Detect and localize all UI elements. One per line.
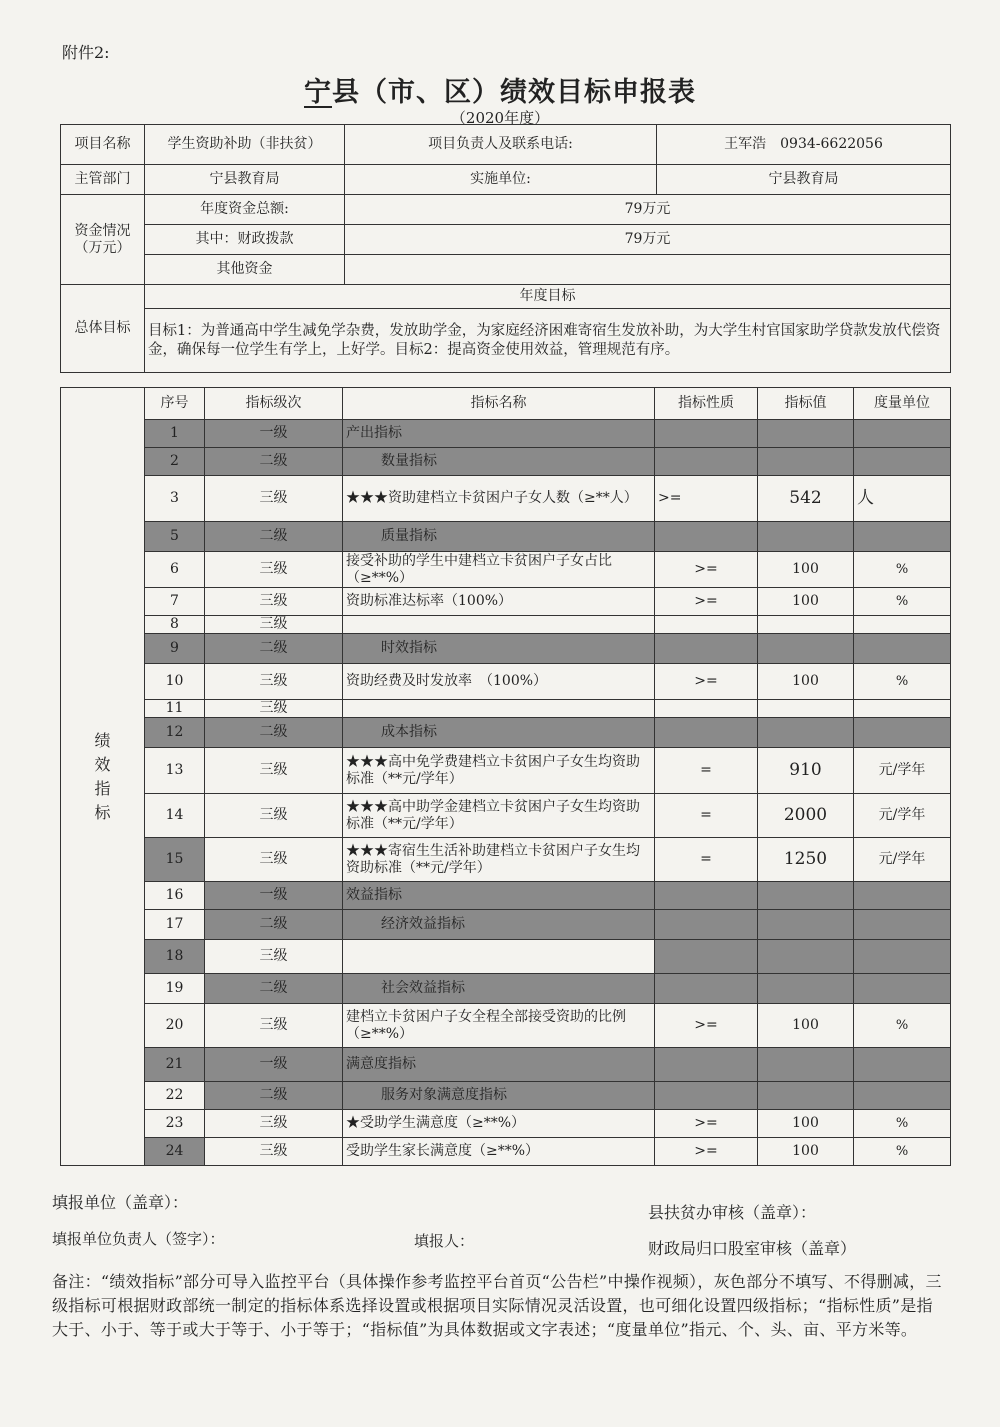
funds-total-label: 年度资金总额:: [145, 195, 345, 225]
indicator-value: [758, 448, 854, 476]
indicator-value: [758, 616, 854, 634]
indicator-level: 三级: [205, 588, 343, 616]
indicator-value: 100: [758, 1110, 854, 1138]
indicator-row: [61, 718, 951, 748]
indicator-unit: [854, 882, 951, 910]
indicator-level: 三级: [205, 616, 343, 634]
indicator-row: [61, 940, 951, 974]
indicator-level: 二级: [205, 910, 343, 940]
indicator-row: [61, 448, 951, 476]
indicator-unit: 元/学年: [854, 748, 951, 794]
indicator-seq: 15: [145, 838, 205, 882]
indicator-level: 三级: [205, 1004, 343, 1048]
indicator-nature: [655, 700, 758, 718]
indicator-row: [61, 1110, 951, 1138]
indicator-name: 社会效益指标: [343, 974, 655, 1004]
indicator-unit: %: [854, 1110, 951, 1138]
indicator-value: [758, 718, 854, 748]
indicator-nature: [655, 974, 758, 1004]
indicator-level: 一级: [205, 882, 343, 910]
indicator-name: 满意度指标: [343, 1048, 655, 1082]
indicator-seq: 23: [145, 1110, 205, 1138]
indicator-name: [343, 940, 655, 974]
indicator-name: 建档立卡贫困户子女全程全部接受资助的比例（≥**%）: [343, 1004, 655, 1048]
indicator-value: 910: [758, 748, 854, 794]
indicator-name: 经济效益指标: [343, 910, 655, 940]
indicator-seq: 10: [145, 664, 205, 700]
indicator-row: [61, 634, 951, 664]
indicator-name: 受助学生家长满意度（≥**%）: [343, 1138, 655, 1166]
goals-label: 总体目标: [61, 285, 145, 373]
indicator-row: [61, 522, 951, 552]
indicator-seq: 12: [145, 718, 205, 748]
indicator-level: 三级: [205, 552, 343, 588]
indicator-row: [61, 552, 951, 588]
indicator-value: [758, 910, 854, 940]
indicator-seq: 16: [145, 882, 205, 910]
indicator-level: 二级: [205, 1082, 343, 1110]
indicator-nature: [655, 522, 758, 552]
indicator-level: 三级: [205, 664, 343, 700]
indicator-seq: 17: [145, 910, 205, 940]
indicator-name: ★★★高中免学费建档立卡贫困户子女生均资助标准（**元/学年）: [343, 748, 655, 794]
indicator-seq: 5: [145, 522, 205, 552]
indicator-nature: >=: [655, 1110, 758, 1138]
indicator-name: 资助经费及时发放率 （100%）: [343, 664, 655, 700]
indicator-unit: 元/学年: [854, 838, 951, 882]
funds-other-value: [345, 255, 951, 285]
indicator-value: [758, 420, 854, 448]
col-name-header: 指标名称: [343, 388, 655, 420]
indicator-row: [61, 420, 951, 448]
indicator-table: [60, 387, 951, 1166]
indicator-row: [61, 616, 951, 634]
project-leader-value: 王军浩 0934-6622056: [657, 125, 951, 165]
indicator-unit: [854, 522, 951, 552]
indicator-nature: =: [655, 838, 758, 882]
impl-unit-label: 实施单位:: [345, 165, 657, 195]
remarks-note: 备注：“绩效指标”部分可导入监控平台（具体操作参考监控平台首页“公告栏”中操作视频），灰色部分不填写、不得删减，三级指标可根据财政部统一制定的指标体系选择设置或根据项目实际情况灵活设置，也可细化设置四级指标；“指标性质”是指大于、小于、等于或大于等于、小于等于；“指标值”为具体数据或文字表述；“度量单位”指元、个、头、亩、平方米等。: [52, 1272, 942, 1339]
funds-total-value: 79万元: [345, 195, 951, 225]
indicator-unit: %: [854, 664, 951, 700]
indicator-row: [61, 910, 951, 940]
indicator-row: [61, 700, 951, 718]
indicator-seq: 7: [145, 588, 205, 616]
indicator-unit: [854, 634, 951, 664]
indicator-unit: [854, 1048, 951, 1082]
indicator-seq: 21: [145, 1048, 205, 1082]
indicator-nature: [655, 882, 758, 910]
indicator-value: 2000: [758, 794, 854, 838]
indicator-seq: 11: [145, 700, 205, 718]
indicator-value: 100: [758, 664, 854, 700]
project-name-value: 学生资助补助（非扶贫）: [145, 125, 345, 165]
indicator-level: 三级: [205, 794, 343, 838]
indicator-name: 时效指标: [343, 634, 655, 664]
indicator-level: 二级: [205, 522, 343, 552]
funds-fiscal-label: 其中：财政拨款: [145, 225, 345, 255]
indicator-value: [758, 1082, 854, 1110]
indicator-nature: >=: [655, 588, 758, 616]
impl-unit-value: 宁县教育局: [657, 165, 951, 195]
page-title: [0, 70, 1000, 109]
indicator-value: 100: [758, 1138, 854, 1166]
indicator-seq: 1: [145, 420, 205, 448]
indicator-nature: [655, 420, 758, 448]
indicator-value: [758, 700, 854, 718]
indicator-row: [61, 588, 951, 616]
indicator-unit: %: [854, 552, 951, 588]
indicator-row: [61, 974, 951, 1004]
indicator-nature: >=: [655, 1004, 758, 1048]
indicator-unit: [854, 940, 951, 974]
indicator-value: 100: [758, 552, 854, 588]
indicator-row: [61, 882, 951, 910]
indicator-seq: 18: [145, 940, 205, 974]
indicator-name: 接受补助的学生中建档立卡贫困户子女占比（≥**%）: [343, 552, 655, 588]
indicator-unit: 元/学年: [854, 794, 951, 838]
indicator-name: 产出指标: [343, 420, 655, 448]
indicator-value: 100: [758, 1004, 854, 1048]
indicator-seq: 20: [145, 1004, 205, 1048]
indicator-level: 三级: [205, 476, 343, 522]
indicator-nature: [655, 634, 758, 664]
indicator-level: 三级: [205, 1138, 343, 1166]
indicator-name: [343, 616, 655, 634]
indicator-value: [758, 882, 854, 910]
indicator-level: 三级: [205, 748, 343, 794]
indicator-row: [61, 748, 951, 794]
indicator-nature: [655, 940, 758, 974]
indicator-level: 二级: [205, 974, 343, 1004]
indicator-seq: 24: [145, 1138, 205, 1166]
indicator-level: 一级: [205, 420, 343, 448]
attachment-label: 附件2:: [62, 43, 110, 62]
indicator-level: 二级: [205, 718, 343, 748]
indicator-value: [758, 634, 854, 664]
report-year: （2020年度）: [450, 109, 550, 127]
indicator-unit: [854, 1082, 951, 1110]
title-county: 宁: [304, 77, 332, 108]
indicator-seq: 3: [145, 476, 205, 522]
indicator-seq: 8: [145, 616, 205, 634]
dept-value: 宁县教育局: [145, 165, 345, 195]
col-value-header: 指标值: [758, 388, 854, 420]
indicator-value: [758, 522, 854, 552]
indicator-level: 三级: [205, 940, 343, 974]
indicator-unit: %: [854, 1138, 951, 1166]
indicator-row: [61, 1004, 951, 1048]
indicator-nature: =: [655, 794, 758, 838]
indicator-nature: [655, 910, 758, 940]
indicator-seq: 2: [145, 448, 205, 476]
indicator-unit: [854, 910, 951, 940]
indicator-name: 资助标准达标率（100%）: [343, 588, 655, 616]
filler-label: 填报人：: [414, 1232, 475, 1250]
col-unit-header: 度量单位: [854, 388, 951, 420]
indicator-nature: >=: [655, 664, 758, 700]
indicator-name: 成本指标: [343, 718, 655, 748]
indicator-name: [343, 700, 655, 718]
indicator-nature: [655, 718, 758, 748]
indicator-seq: 9: [145, 634, 205, 664]
title-rest: 县（市、区）绩效目标申报表: [332, 77, 696, 108]
indicator-level: 三级: [205, 838, 343, 882]
indicator-row: [61, 794, 951, 838]
col-seq-header: 序号: [145, 388, 205, 420]
col-nature-header: 指标性质: [655, 388, 758, 420]
indicator-name: ★★★高中助学金建档立卡贫困户子女生均资助标准（**元/学年）: [343, 794, 655, 838]
indicator-value: 542: [758, 476, 854, 522]
indicator-row: [61, 664, 951, 700]
indicator-nature: =: [655, 748, 758, 794]
indicator-nature: [655, 616, 758, 634]
unit-head-signature: 填报单位负责人（签字）：: [52, 1230, 225, 1248]
indicator-value: [758, 974, 854, 1004]
indicator-name: ★★★资助建档立卡贫困户子女人数（≥**人）: [343, 476, 655, 522]
goals-header: 年度目标: [145, 285, 951, 309]
indicator-unit: [854, 718, 951, 748]
indicator-level: 三级: [205, 700, 343, 718]
finance-review: 财政局归口股室审核（盖章）: [648, 1239, 857, 1258]
indicator-nature: >=: [655, 1138, 758, 1166]
indicator-unit: [854, 616, 951, 634]
indicator-nature: [655, 1048, 758, 1082]
poverty-office-review: 县扶贫办审核（盖章）：: [648, 1203, 817, 1222]
indicator-unit: %: [854, 1004, 951, 1048]
dept-label: 主管部门: [61, 165, 145, 195]
indicator-name: ★★★寄宿生生活补助建档立卡贫困户子女生均资助标准（**元/学年）: [343, 838, 655, 882]
indicator-seq: 6: [145, 552, 205, 588]
indicator-row: [61, 838, 951, 882]
indicator-row: [61, 476, 951, 522]
indicator-value: [758, 940, 854, 974]
indicator-name: 效益指标: [343, 882, 655, 910]
indicator-level: 二级: [205, 634, 343, 664]
indicator-row: [61, 1138, 951, 1166]
indicator-nature: >=: [655, 476, 758, 522]
indicator-name: ★受助学生满意度（≥**%）: [343, 1110, 655, 1138]
indicator-row: [61, 1082, 951, 1110]
funds-fiscal-value: 79万元: [345, 225, 951, 255]
funds-other-label: 其他资金: [145, 255, 345, 285]
indicator-seq: 13: [145, 748, 205, 794]
indicator-name: 服务对象满意度指标: [343, 1082, 655, 1110]
fill-unit-seal: 填报单位（盖章）：: [52, 1193, 189, 1212]
indicator-unit: [854, 448, 951, 476]
indicator-unit: %: [854, 588, 951, 616]
indicator-value: 1250: [758, 838, 854, 882]
indicator-nature: [655, 448, 758, 476]
indicator-name: 质量指标: [343, 522, 655, 552]
indicator-level: 一级: [205, 1048, 343, 1082]
indicator-unit: [854, 700, 951, 718]
indicator-seq: 19: [145, 974, 205, 1004]
col-level-header: 指标级次: [205, 388, 343, 420]
indicator-value: [758, 1048, 854, 1082]
indicator-value: 100: [758, 588, 854, 616]
indicator-unit: [854, 420, 951, 448]
indicator-level: 二级: [205, 448, 343, 476]
indicator-row: [61, 1048, 951, 1082]
indicator-nature: >=: [655, 552, 758, 588]
indicator-seq: 22: [145, 1082, 205, 1110]
indicator-nature: [655, 1082, 758, 1110]
project-info-table: [60, 124, 951, 373]
indicator-level: 三级: [205, 1110, 343, 1138]
indicator-seq: 14: [145, 794, 205, 838]
goals-text: 目标1：为普通高中学生减免学杂费，发放助学金，为家庭经济困难寄宿生发放补助，为大学生村官国家助学贷款发放代偿资金，确保每一位学生有学上，上好学。目标2：提高资金使用效益，管理规范有序。: [145, 309, 951, 373]
indicators-label: 绩效指标: [61, 388, 145, 1166]
project-name-label: 项目名称: [61, 125, 145, 165]
project-leader-label: 项目负责人及联系电话:: [345, 125, 657, 165]
indicator-unit: [854, 974, 951, 1004]
funds-label: 资金情况（万元）: [61, 195, 145, 285]
indicator-name: 数量指标: [343, 448, 655, 476]
indicator-unit: 人: [854, 476, 951, 522]
